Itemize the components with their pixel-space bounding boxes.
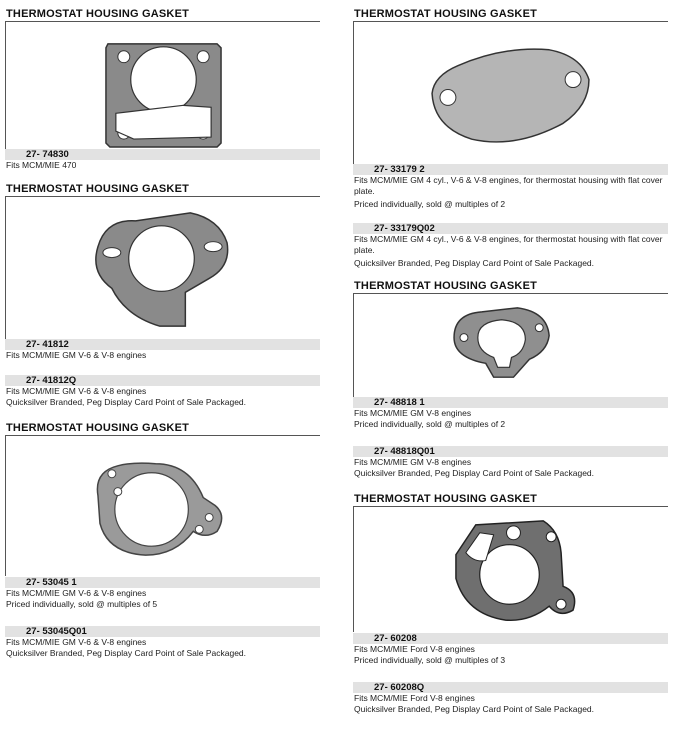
part-packaging: Quicksilver Branded, Peg Display Card Point of Sale Packaged. — [6, 648, 247, 658]
part-description: Fits MCM/MIE GM V-6 & V-8 engines — [6, 588, 147, 598]
part-pricing: Priced individually, sold @ multiples of 2 — [354, 199, 506, 209]
gasket-diamond-plate-icon — [354, 22, 668, 164]
product-image-frame — [353, 506, 668, 632]
part-number: 27- 60208Q — [353, 682, 668, 693]
part-packaging: Quicksilver Branded, Peg Display Card Point of Sale Packaged. — [6, 397, 247, 407]
gasket-square-four-hole-icon — [6, 22, 320, 149]
gasket-tab-two-slot-icon — [6, 197, 320, 339]
part-entry — [353, 164, 668, 210]
product-image-frame — [5, 21, 320, 149]
part-entry — [5, 339, 320, 361]
part-packaging: Quicksilver Branded, Peg Display Card Point of Sale Packaged. — [354, 258, 595, 268]
part-number: 27- 53045Q01 — [5, 626, 320, 637]
part-entry — [353, 223, 668, 269]
section-title: THERMOSTAT HOUSING GASKET — [6, 422, 190, 434]
part-number: 27- 33179Q02 — [353, 223, 668, 234]
part-description: Fits MCM/MIE GM V-8 engines — [354, 408, 472, 418]
part-description: Fits MCM/MIE GM V-6 & V-8 engines — [6, 637, 147, 647]
part-packaging: Quicksilver Branded, Peg Display Card Point of Sale Packaged. — [354, 704, 595, 714]
catalog-section — [353, 493, 668, 714]
catalog-section — [5, 183, 320, 407]
part-description: Fits MCM/MIE GM V-6 & V-8 engines — [6, 350, 147, 360]
catalog-section — [353, 8, 668, 268]
catalog-section — [5, 8, 320, 170]
product-image-frame — [353, 293, 668, 397]
product-image-frame — [5, 196, 320, 339]
part-pricing: Priced individually, sold @ multiples of 2 — [354, 419, 506, 429]
part-entry — [353, 397, 668, 430]
part-description: Fits MCM/MIE GM V-8 engines — [354, 457, 472, 467]
part-description: Fits MCM/MIE GM 4 cyl., V-6 & V-8 engines, for thermostat housing with flat cover plate. — [354, 234, 663, 255]
part-entry — [353, 682, 668, 715]
product-image-frame — [353, 21, 668, 164]
part-entry — [5, 149, 320, 171]
section-title: THERMOSTAT HOUSING GASKET — [6, 8, 190, 20]
product-image-frame — [5, 435, 320, 576]
part-number: 27- 48818 1 — [353, 397, 668, 408]
part-number: 27- 74830 — [5, 149, 320, 160]
part-description: Fits MCM/MIE GM 4 cyl., V-6 & V-8 engines, for thermostat housing with flat cover plate. — [354, 175, 663, 196]
part-entry — [353, 446, 668, 479]
part-description: Fits MCM/MIE 470 — [6, 160, 77, 170]
part-pricing: Priced individually, sold @ multiples of 5 — [6, 599, 158, 609]
part-description: Fits MCM/MIE Ford V-8 engines — [354, 693, 475, 703]
part-entry — [5, 626, 320, 659]
part-description: Fits MCM/MIE GM V-6 & V-8 engines — [6, 386, 147, 396]
section-title: THERMOSTAT HOUSING GASKET — [354, 8, 538, 20]
part-description: Fits MCM/MIE Ford V-8 engines — [354, 644, 475, 654]
part-pricing: Priced individually, sold @ multiples of 3 — [354, 655, 506, 665]
catalog-section — [5, 422, 320, 658]
gasket-ford-shape-icon — [354, 507, 668, 632]
gasket-keyhole-icon — [354, 294, 668, 397]
gasket-round-three-ear-icon — [6, 436, 320, 576]
part-number: 27- 41812Q — [5, 375, 320, 386]
part-entry — [5, 375, 320, 408]
part-number: 27- 33179 2 — [353, 164, 668, 175]
catalog-section — [353, 280, 668, 478]
section-title: THERMOSTAT HOUSING GASKET — [354, 493, 538, 505]
section-title: THERMOSTAT HOUSING GASKET — [354, 280, 538, 292]
part-number: 27- 60208 — [353, 633, 668, 644]
part-entry — [353, 633, 668, 666]
part-number: 27- 41812 — [5, 339, 320, 350]
part-number: 27- 48818Q01 — [353, 446, 668, 457]
part-number: 27- 53045 1 — [5, 577, 320, 588]
part-packaging: Quicksilver Branded, Peg Display Card Point of Sale Packaged. — [354, 468, 595, 478]
section-title: THERMOSTAT HOUSING GASKET — [6, 183, 190, 195]
part-entry — [5, 577, 320, 610]
